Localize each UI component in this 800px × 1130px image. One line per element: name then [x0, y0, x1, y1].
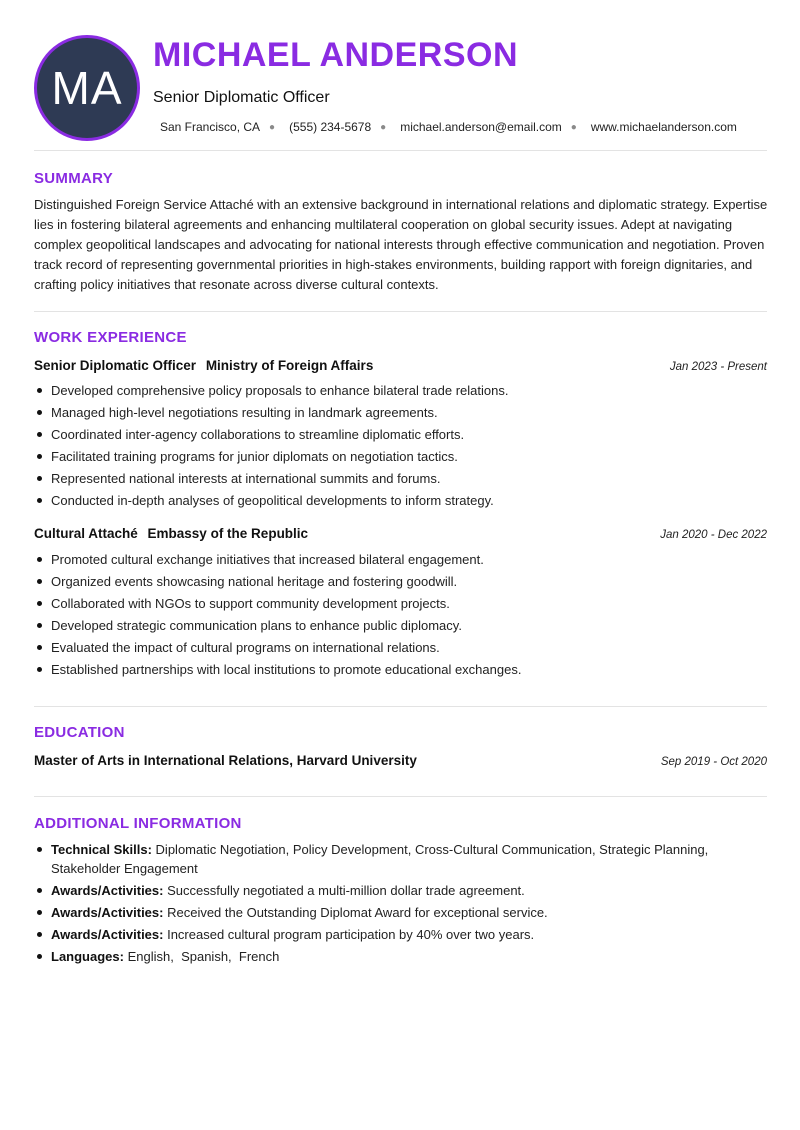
- contact-line: [160, 120, 737, 134]
- item-label: Technical Skills:: [51, 842, 152, 857]
- item-label: Awards/Activities:: [51, 927, 164, 942]
- item-label: Awards/Activities:: [51, 883, 164, 898]
- item-text: Increased cultural program participation by 40% over two years.: [167, 927, 535, 942]
- education-dates: Sep 2019 - Oct 2020: [660, 756, 767, 768]
- work-experience-heading: WORK EXPERIENCE: [34, 329, 187, 346]
- list-item: Developed comprehensive policy proposals to enhance bilateral trade relations.: [34, 380, 769, 402]
- item-text: Diplomatic Negotiation, Policy Development, Cross-Cultural Communication, Strategic Planning, Stakeholder Engagement: [51, 842, 709, 876]
- list-item: [34, 903, 734, 922]
- avatar: MA: [34, 35, 140, 141]
- job-role: Senior Diplomatic Officer: [34, 358, 197, 373]
- list-item: [34, 881, 734, 900]
- job-title: Senior Diplomatic Officer: [153, 89, 330, 106]
- contact-email[interactable]: michael.anderson@email.com: [400, 120, 562, 134]
- item-label: Awards/Activities:: [51, 905, 164, 920]
- divider: [34, 150, 767, 151]
- separator-dot-icon: ●: [570, 121, 577, 133]
- job-header: [34, 526, 767, 541]
- separator-dot-icon: ●: [269, 121, 276, 133]
- additional-info-list: [34, 840, 734, 969]
- job-organization: Embassy of the Republic: [147, 526, 309, 541]
- job-header: [34, 358, 767, 373]
- list-item: [34, 840, 734, 878]
- list-item: Coordinated inter-agency collaborations to streamline diplomatic efforts.: [34, 424, 769, 446]
- item-text: Successfully negotiated a multi-million dollar trade agreement.: [167, 883, 525, 898]
- list-item: Established partnerships with local institutions to promote educational exchanges.: [34, 659, 769, 681]
- job-dates: Jan 2020 - Dec 2022: [660, 529, 767, 541]
- list-item: Promoted cultural exchange initiatives that increased bilateral engagement.: [34, 549, 769, 571]
- item-text: English, Spanish, French: [127, 949, 280, 964]
- education-entry: [34, 753, 767, 768]
- job-bullets: [34, 380, 769, 512]
- list-item: [34, 925, 734, 944]
- education-heading: EDUCATION: [34, 724, 125, 741]
- job-dates: Jan 2023 - Present: [669, 361, 767, 373]
- list-item: Evaluated the impact of cultural programs on international relations.: [34, 637, 769, 659]
- list-item: [34, 947, 734, 966]
- contact-phone[interactable]: (555) 234-5678: [289, 120, 372, 134]
- job-bullets: [34, 549, 769, 681]
- contact-website[interactable]: www.michaelanderson.com: [590, 120, 737, 134]
- education-degree: Master of Arts in International Relations, Harvard University: [34, 753, 417, 768]
- job-organization: Ministry of Foreign Affairs: [205, 358, 374, 373]
- list-item: Managed high-level negotiations resulting in landmark agreements.: [34, 402, 769, 424]
- candidate-name: MICHAEL ANDERSON: [153, 36, 519, 74]
- summary-text: Distinguished Foreign Service Attaché with an extensive background in international relations and diplomatic strategy. Expertise lies in fostering bilateral agreements and enhancing multilateral cooperation on global security issues. Adept at navigating complex geopolitical landscapes and advocating for national interests through effective communication and negotiation. Proven track record of representing governmental priorities in high-stakes environments, building rapport with foreign dignitaries, and crafting policy initiatives that resonate across diverse cultural contexts.: [34, 197, 768, 292]
- additional-information-heading: ADDITIONAL INFORMATION: [34, 815, 242, 832]
- item-label: Languages:: [51, 949, 124, 964]
- list-item: Conducted in-depth analyses of geopolitical developments to inform strategy.: [34, 490, 769, 512]
- summary-heading: SUMMARY: [34, 170, 114, 187]
- contact-location: San Francisco, CA: [160, 120, 261, 134]
- list-item: Represented national interests at international summits and forums.: [34, 468, 769, 490]
- separator-dot-icon: ●: [380, 121, 387, 133]
- list-item: Developed strategic communication plans to enhance public diplomacy.: [34, 615, 769, 637]
- job-role-line: [34, 526, 308, 541]
- divider: [34, 311, 767, 312]
- job-role: Cultural Attaché: [34, 526, 138, 541]
- divider: [34, 796, 767, 797]
- list-item: Facilitated training programs for junior diplomats on negotiation tactics.: [34, 446, 769, 468]
- list-item: Organized events showcasing national heritage and fostering goodwill.: [34, 571, 769, 593]
- item-text: Received the Outstanding Diplomat Award for exceptional service.: [167, 905, 548, 920]
- job-role-line: [34, 358, 373, 373]
- divider: [34, 706, 767, 707]
- list-item: Collaborated with NGOs to support community development projects.: [34, 593, 769, 615]
